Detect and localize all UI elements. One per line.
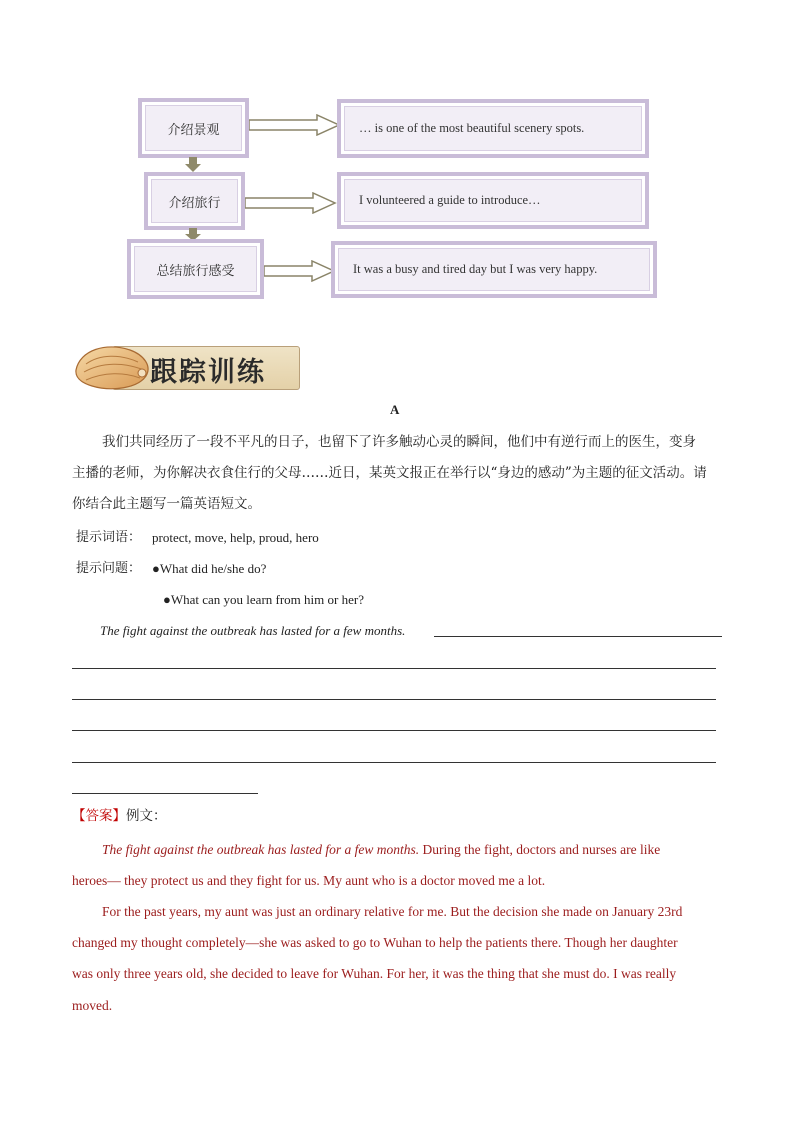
answer-p1-rest: During the fight, doctors and nurses are like bbox=[419, 842, 661, 857]
flow-step-3-label: 总结旅行感受 bbox=[156, 263, 235, 279]
writing-line[interactable] bbox=[72, 793, 258, 794]
answer-p1-line-1 bbox=[102, 834, 660, 865]
flow-step-2-label: 介绍旅行 bbox=[168, 195, 221, 211]
writing-line[interactable] bbox=[434, 636, 722, 637]
flow-step-3-box bbox=[127, 239, 264, 299]
prompt-line-1: 我们共同经历了一段不平凡的日子，也留下了许多触动心灵的瞬间，他们中有逆行而上的医生，变身 bbox=[102, 434, 696, 450]
answer-heading bbox=[72, 801, 167, 832]
arrow-right-icon bbox=[249, 114, 341, 136]
arrow-down-icon bbox=[184, 157, 202, 173]
flow-step-1-label: 介绍景观 bbox=[167, 122, 220, 138]
answer-p2-line-3: was only three years old, she decided to leave for Wuhan. For her, it was the thing that she must do. I was really bbox=[72, 966, 677, 981]
answer-p2-line-2: changed my thought completely—she was asked to go to Wuhan to help the patients there. Though her daughter bbox=[72, 935, 678, 950]
arrow-right-icon bbox=[264, 260, 336, 282]
arrow-right-icon bbox=[245, 192, 337, 214]
writing-line[interactable] bbox=[72, 762, 716, 763]
section-banner bbox=[72, 340, 300, 394]
writing-line[interactable] bbox=[72, 699, 716, 700]
flow-step-1-text-box bbox=[337, 99, 649, 158]
hint-words-label: 提示词语： bbox=[76, 530, 142, 545]
hint-question-2: ●What can you learn from him or her? bbox=[163, 592, 364, 607]
prompt-line-2: 主播的老师，为你解决衣食住行的父母……近日，某英文报正在举行以“身边的感动”为主题的征文活动。请 bbox=[72, 465, 707, 481]
answer-p1-italic: The fight against the outbreak has lasted for a few months. bbox=[102, 842, 420, 857]
flow-step-2-text: I volunteered a guide to introduce… bbox=[359, 193, 541, 207]
answer-p2-line-4: moved. bbox=[72, 998, 113, 1013]
flow-step-3-text-box bbox=[331, 241, 657, 298]
writing-line[interactable] bbox=[72, 668, 716, 669]
flow-step-2-box bbox=[144, 172, 245, 230]
starter-sentence: The fight against the outbreak has lasted for a few months. bbox=[100, 623, 406, 638]
hint-words: protect, move, help, proud, hero bbox=[152, 530, 319, 545]
answer-label-suffix: 例文： bbox=[126, 808, 167, 824]
hint-question-1: ●What did he/she do? bbox=[152, 561, 267, 576]
seashell-icon bbox=[72, 340, 154, 394]
writing-line[interactable] bbox=[72, 730, 716, 731]
section-letter: A bbox=[390, 402, 400, 417]
flow-step-1-box bbox=[138, 98, 249, 158]
prompt-line-3: 你结合此主题写一篇英语短文。 bbox=[72, 496, 261, 512]
flow-step-3-text: It was a busy and tired day but I was very happy. bbox=[353, 262, 598, 276]
flow-step-2-text-box bbox=[337, 172, 649, 229]
banner-title: 跟踪训练 bbox=[150, 357, 266, 388]
flow-step-1-text: … is one of the most beautiful scenery spots. bbox=[359, 121, 585, 135]
hint-questions-label: 提示问题： bbox=[76, 561, 142, 576]
answer-p2-line-1: For the past years, my aunt was just an ordinary relative for me. But the decision she made on January 23rd bbox=[102, 904, 683, 919]
answer-label: 【答案】 bbox=[72, 808, 126, 824]
answer-p1-line-2: heroes— they protect us and they fight for us. My aunt who is a doctor moved me a lot. bbox=[72, 873, 546, 888]
